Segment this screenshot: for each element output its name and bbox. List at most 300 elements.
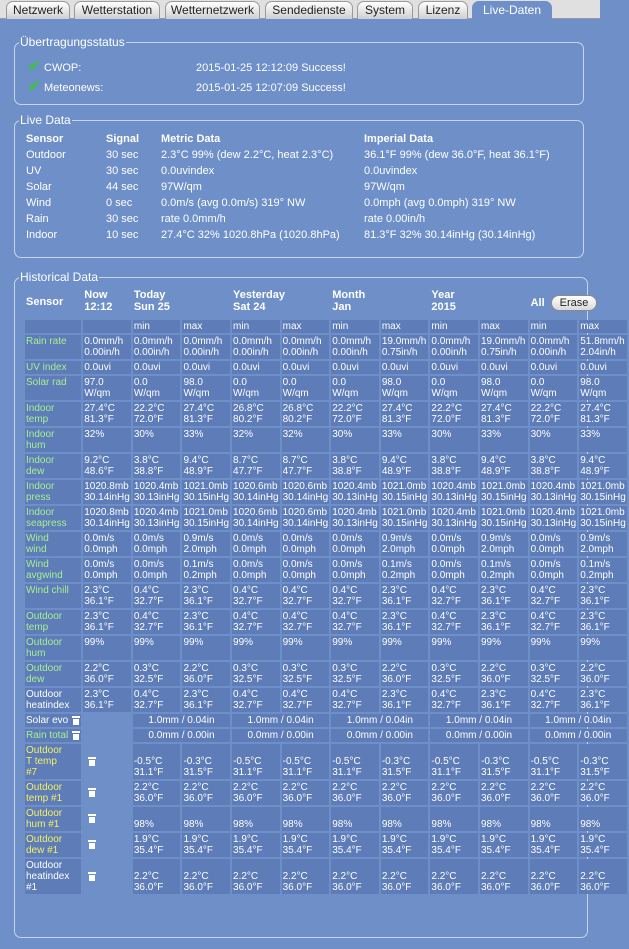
trash-icon[interactable] bbox=[88, 788, 96, 797]
value-cell: 1020.6mb 30.14inHg bbox=[233, 481, 279, 503]
value-cell: 26.8°C 80.2°F bbox=[232, 402, 280, 426]
value-cell: 0.4°C 32.7°F bbox=[232, 610, 280, 634]
value-cell: 0.0 W/qm bbox=[232, 376, 280, 400]
value-cell: 2.3°C 36.1°F bbox=[381, 610, 429, 634]
value-cell: 2.3°C 36.1°F bbox=[83, 688, 131, 712]
tab-lizenz[interactable]: Lizenz bbox=[418, 1, 468, 19]
value-cell: 0.0m/s 0.0mph bbox=[530, 558, 578, 582]
tab-netzwerk[interactable]: Netzwerk bbox=[6, 1, 70, 19]
row-label: Indoor seapress bbox=[25, 506, 81, 530]
value-cell: -0.5°C 31.1°F bbox=[430, 744, 478, 779]
live-data-row bbox=[26, 164, 586, 179]
value-cell: 99% bbox=[381, 636, 429, 660]
month-name: Jan bbox=[332, 301, 352, 313]
value-cell: 1.9°C 35.4°F bbox=[381, 833, 429, 857]
row-label: Outdoor dew bbox=[25, 662, 81, 686]
row-label: Wind wind bbox=[25, 532, 81, 556]
value-cell: 99% bbox=[480, 636, 528, 660]
value-cell: 0.0uvi bbox=[182, 361, 230, 374]
value-cell: 0.1m/s 0.2mph bbox=[182, 558, 230, 582]
value-cell: 0.0m/s 0.0mph bbox=[530, 532, 578, 556]
history-row-outdoor-t-temp-7 bbox=[25, 744, 627, 779]
value-cell: 1020.6mb 30.14inHg bbox=[282, 481, 329, 503]
value-cell: 0.0mm / 0.00in bbox=[530, 729, 627, 742]
value-cell: 0.0uvi bbox=[232, 361, 280, 374]
value-cell: 0.4°C 32.7°F bbox=[530, 610, 578, 634]
value-cell: 0.0mm/h 0.00in/h bbox=[232, 335, 280, 359]
value-cell: 0.0m/s 0.0mph bbox=[331, 558, 379, 582]
value-cell: 1020.4mb 30.13inHg bbox=[332, 481, 378, 503]
history-row-indoor-press bbox=[25, 480, 627, 504]
value-cell: 0.0mm/h 0.00in/h bbox=[331, 335, 379, 359]
value-cell: 27.4°C 81.3°F bbox=[83, 402, 131, 426]
row-label: Outdoor hum #1 bbox=[25, 807, 81, 831]
tab-live-daten[interactable]: Live-Daten bbox=[472, 1, 552, 20]
history-row-rain-rate bbox=[25, 335, 627, 359]
value-cell: 19.0mm/h 0.75in/h bbox=[480, 335, 528, 359]
max-label: max bbox=[480, 320, 528, 333]
value-cell: 0.1m/s 0.2mph bbox=[381, 558, 429, 582]
value-cell: 32% bbox=[83, 428, 131, 452]
trash-icon[interactable] bbox=[88, 872, 96, 881]
trash-cell bbox=[83, 807, 131, 831]
year-header bbox=[430, 288, 527, 318]
trash-icon[interactable] bbox=[72, 716, 80, 725]
value-cell: 2.3°C 36.1°F bbox=[381, 688, 429, 712]
imperial-value: 97W/qm bbox=[364, 181, 405, 193]
signal-age: 30 sec bbox=[106, 213, 139, 225]
value-cell: 98% bbox=[530, 807, 578, 831]
value-cell: 0.0m/s 0.0mph bbox=[282, 532, 330, 556]
value-cell: 1021.0mb 30.15inHg bbox=[481, 507, 527, 529]
value-cell: 2.2°C 36.0°F bbox=[331, 781, 379, 805]
value-cell: 1.9°C 35.4°F bbox=[232, 833, 280, 857]
status-name: CWOP: bbox=[44, 62, 82, 74]
value-cell: 0.0m/s 0.0mph bbox=[83, 532, 131, 556]
history-row-rain-total bbox=[25, 729, 627, 742]
value-cell: 0.0m/s 0.0mph bbox=[331, 532, 379, 556]
value-cell: 1020.4mb 30.13inHg bbox=[431, 481, 477, 503]
value-cell: 2.2°C 36.0°F bbox=[579, 662, 627, 686]
value-cell: 0.0m/s 0.0mph bbox=[282, 558, 330, 582]
value-cell: 1021.0mb 30.15inHg bbox=[580, 481, 626, 503]
value-cell: 0.4°C 32.7°F bbox=[282, 584, 330, 608]
value-cell: 1021.0mb 30.15inHg bbox=[381, 507, 428, 529]
value-cell: 2.2°C 36.0°F bbox=[331, 859, 379, 894]
trash-icon[interactable] bbox=[88, 814, 96, 823]
value-cell: 98% bbox=[430, 807, 478, 831]
trash-cell bbox=[83, 833, 131, 857]
value-cell: 1020.4mb 30.13inHg bbox=[431, 507, 477, 529]
live-data-row bbox=[26, 180, 586, 195]
history-row-solar-evo bbox=[25, 714, 627, 727]
value-cell: 0.4°C 32.7°F bbox=[430, 610, 478, 634]
value-cell: 1020.4mb 30.13inHg bbox=[530, 481, 577, 503]
year-label: Year bbox=[431, 289, 455, 301]
value-cell: 0.3°C 32.5°F bbox=[232, 662, 280, 686]
value-cell: 30% bbox=[530, 428, 578, 452]
value-cell: 9.4°C 48.9°F bbox=[480, 454, 528, 478]
value-cell: 97.0 W/qm bbox=[83, 376, 131, 400]
value-cell: 2.2°C 36.0°F bbox=[430, 781, 478, 805]
value-cell: 0.4°C 32.7°F bbox=[331, 610, 379, 634]
value-cell: 0.9m/s 2.0mph bbox=[480, 532, 528, 556]
history-row-wind-chill bbox=[25, 584, 627, 608]
value-cell: 2.3°C 36.1°F bbox=[579, 610, 627, 634]
sensor-name: Rain bbox=[26, 213, 49, 225]
historical-table bbox=[23, 286, 629, 896]
sensor-name: UV bbox=[26, 165, 42, 177]
today-header bbox=[133, 288, 230, 318]
value-cell: 1.9°C 35.4°F bbox=[133, 833, 181, 857]
value-cell: 2.2°C 36.0°F bbox=[282, 781, 330, 805]
value-cell: 0.3°C 32.5°F bbox=[133, 662, 181, 686]
value-cell: 0.4°C 32.7°F bbox=[133, 688, 181, 712]
row-label: Outdoor dew #1 bbox=[25, 833, 81, 857]
value-cell: 0.0mm/h 0.00in/h bbox=[530, 335, 578, 359]
history-row-solar-rad bbox=[25, 376, 627, 400]
empty-cell bbox=[83, 320, 131, 333]
value-cell: 99% bbox=[133, 636, 181, 660]
tab-bar bbox=[0, 0, 600, 19]
tab-wetterstation[interactable]: Wetterstation bbox=[74, 1, 160, 19]
value-cell: 2.3°C 36.1°F bbox=[182, 688, 230, 712]
value-cell: 33% bbox=[480, 428, 528, 452]
trash-cell bbox=[83, 859, 131, 894]
min-label: min bbox=[530, 320, 578, 333]
value-cell: 99% bbox=[232, 636, 280, 660]
value-cell: 2.3°C 36.1°F bbox=[480, 610, 528, 634]
history-row-outdoor-dew bbox=[25, 662, 627, 686]
value-cell: 2.3°C 36.1°F bbox=[182, 584, 230, 608]
value-cell: 3.8°C 38.8°F bbox=[331, 454, 379, 478]
metric-value: 0.0uvindex bbox=[161, 165, 215, 177]
value-cell: 0.0m/s 0.0mph bbox=[133, 532, 181, 556]
value-cell: 30% bbox=[430, 428, 478, 452]
value-cell: 0.0uvi bbox=[381, 361, 429, 374]
imperial-value: 0.0mph (avg 0.0mph) 319° NW bbox=[364, 197, 516, 209]
value-cell: -0.5°C 31.1°F bbox=[530, 744, 578, 779]
value-cell: 1.9°C 35.4°F bbox=[430, 833, 478, 857]
history-row-outdoor-heatindex bbox=[25, 688, 627, 712]
value-cell: 2.2°C 36.0°F bbox=[480, 859, 528, 894]
trash-icon[interactable] bbox=[88, 757, 96, 766]
value-cell: -0.5°C 31.1°F bbox=[331, 744, 379, 779]
value-cell: 2.3°C 36.1°F bbox=[381, 584, 429, 608]
value-cell: 26.8°C 80.2°F bbox=[282, 402, 330, 426]
value-cell: 2.2°C 36.0°F bbox=[232, 859, 280, 894]
value-cell: 22.2°C 72.0°F bbox=[331, 402, 379, 426]
value-cell: 0.3°C 32.5°F bbox=[530, 662, 578, 686]
value-cell: 98.0 W/qm bbox=[579, 376, 627, 400]
empty-cell bbox=[83, 729, 131, 742]
now-time: 12:12 bbox=[84, 301, 113, 313]
erase-button[interactable]: Erase bbox=[551, 295, 598, 311]
history-row-indoor-hum bbox=[25, 428, 627, 452]
trash-icon[interactable] bbox=[88, 840, 96, 849]
value-cell: 98% bbox=[232, 807, 280, 831]
value-cell: -0.3°C 31.5°F bbox=[182, 744, 230, 779]
history-row-outdoor-hum bbox=[25, 636, 627, 660]
value-cell: 0.4°C 32.7°F bbox=[133, 610, 181, 634]
value-cell: 1021.0mb 30.15inHg bbox=[183, 481, 230, 503]
value-cell: 1.9°C 35.4°F bbox=[480, 833, 528, 857]
value-cell: 1021.0mb 30.15inHg bbox=[481, 481, 527, 503]
tab-sendedienste[interactable]: Sendedienste bbox=[265, 1, 353, 19]
row-label-text: Rain total bbox=[26, 730, 69, 741]
history-row-outdoor-heatindex-1 bbox=[25, 859, 627, 894]
value-cell: 99% bbox=[83, 636, 131, 660]
value-cell: 0.0uvi bbox=[282, 361, 330, 374]
history-row-indoor-dew bbox=[25, 454, 627, 478]
history-row-wind-avgwind bbox=[25, 558, 627, 582]
row-label: Solar rad bbox=[25, 376, 81, 400]
min-max-row bbox=[25, 320, 627, 333]
value-cell: 1.9°C 35.4°F bbox=[282, 833, 330, 857]
value-cell: 0.0mm / 0.00in bbox=[232, 729, 329, 742]
row-label bbox=[25, 729, 81, 742]
value-cell: 0.0 W/qm bbox=[430, 376, 478, 400]
row-label: Wind avgwind bbox=[25, 558, 81, 582]
value-cell: 2.2°C 36.0°F bbox=[133, 859, 181, 894]
signal-age: 30 sec bbox=[106, 165, 139, 177]
value-cell: 1.0mm / 0.04in bbox=[232, 714, 329, 727]
value-cell: 2.3°C 36.1°F bbox=[83, 610, 131, 634]
value-cell: 98% bbox=[331, 807, 379, 831]
value-cell: 2.2°C 36.0°F bbox=[182, 781, 230, 805]
value-cell: 1.9°C 35.4°F bbox=[331, 833, 379, 857]
value-cell: 0.3°C 32.5°F bbox=[430, 662, 478, 686]
value-cell: 99% bbox=[530, 636, 578, 660]
sensor-name: Outdoor bbox=[26, 149, 66, 161]
value-cell: 1020.6mb 30.14inHg bbox=[282, 507, 329, 529]
value-cell: 2.2°C 36.0°F bbox=[232, 781, 280, 805]
imperial-value: rate 0.00in/h bbox=[364, 213, 426, 225]
value-cell: 0.0m/s 0.0mph bbox=[232, 558, 280, 582]
trash-icon[interactable] bbox=[72, 731, 80, 740]
value-cell: 2.3°C 36.1°F bbox=[579, 688, 627, 712]
value-cell: 9.4°C 48.9°F bbox=[381, 454, 429, 478]
min-label: min bbox=[331, 320, 379, 333]
value-cell: 0.0mm / 0.00in bbox=[133, 729, 230, 742]
history-row-indoor-seapress bbox=[25, 506, 627, 530]
min-label: min bbox=[430, 320, 478, 333]
tab-system[interactable]: System bbox=[357, 1, 413, 19]
value-cell: 32% bbox=[232, 428, 280, 452]
value-cell: 0.3°C 32.5°F bbox=[331, 662, 379, 686]
row-label: Wind chill bbox=[25, 584, 81, 608]
value-cell: 98% bbox=[579, 807, 627, 831]
transfer-status-panel bbox=[14, 35, 584, 105]
value-cell: -0.3°C 31.5°F bbox=[480, 744, 528, 779]
value-cell: 2.2°C 36.0°F bbox=[182, 662, 230, 686]
value-cell: 0.0m/s 0.0mph bbox=[133, 558, 181, 582]
value-cell: 9.4°C 48.9°F bbox=[182, 454, 230, 478]
value-cell: 98.0 W/qm bbox=[381, 376, 429, 400]
year-value: 2015 bbox=[431, 301, 456, 313]
value-cell: 99% bbox=[331, 636, 379, 660]
value-cell: 2.2°C 36.0°F bbox=[480, 781, 528, 805]
metric-value: 27.4°C 32% 1020.8hPa (1020.8hPa) bbox=[161, 229, 340, 241]
live-data-header bbox=[26, 132, 586, 147]
value-cell: 98.0 W/qm bbox=[480, 376, 528, 400]
value-cell: 30% bbox=[133, 428, 181, 452]
value-cell: 0.4°C 32.7°F bbox=[430, 688, 478, 712]
value-cell: 8.7°C 47.7°F bbox=[282, 454, 330, 478]
signal-age: 10 sec bbox=[106, 229, 139, 241]
value-cell: 1021.0mb 30.15inHg bbox=[381, 481, 428, 503]
min-label: min bbox=[133, 320, 181, 333]
value-cell: 2.3°C 36.1°F bbox=[579, 584, 627, 608]
value-cell: 2.2°C 36.0°F bbox=[282, 859, 330, 894]
value-cell: 2.2°C 36.0°F bbox=[579, 859, 627, 894]
history-row-outdoor-temp-1 bbox=[25, 781, 627, 805]
month-label: Month bbox=[332, 289, 366, 301]
value-cell: 9.4°C 48.9°F bbox=[579, 454, 627, 478]
row-label: Rain rate bbox=[25, 335, 81, 359]
live-data-row bbox=[26, 228, 586, 243]
status-row-cwop bbox=[15, 58, 575, 75]
value-cell: 0.0uvi bbox=[83, 361, 131, 374]
value-cell: 0.0m/s 0.0mph bbox=[232, 532, 280, 556]
value-cell: -0.3°C 31.5°F bbox=[381, 744, 429, 779]
metric-value: rate 0.0mm/h bbox=[161, 213, 226, 225]
value-cell: -0.5°C 31.1°F bbox=[282, 744, 330, 779]
value-cell: 0.0m/s 0.0mph bbox=[430, 558, 478, 582]
now-label: Now bbox=[84, 289, 108, 301]
value-cell: 0.4°C 32.7°F bbox=[331, 584, 379, 608]
max-label: max bbox=[579, 320, 627, 333]
live-data-row bbox=[26, 148, 586, 163]
value-cell: 0.0mm / 0.00in bbox=[331, 729, 428, 742]
value-cell: 1020.4mb 30.13inHg bbox=[530, 507, 577, 529]
value-cell: 98% bbox=[381, 807, 429, 831]
value-cell: 19.0mm/h 0.75in/h bbox=[381, 335, 429, 359]
row-label: Outdoor temp #1 bbox=[25, 781, 81, 805]
value-cell: 3.8°C 38.8°F bbox=[133, 454, 181, 478]
sensor-name: Indoor bbox=[26, 229, 58, 241]
row-label: Outdoor hum bbox=[25, 636, 81, 660]
value-cell: 27.4°C 81.3°F bbox=[182, 402, 230, 426]
value-cell: 1020.8mb 30.14inHg bbox=[84, 507, 130, 529]
row-label: UV index bbox=[25, 361, 81, 374]
value-cell: 0.0uvi bbox=[579, 361, 627, 374]
value-cell: 2.2°C 36.0°F bbox=[381, 859, 429, 894]
tab-wetternetzwerk[interactable]: Wetternetzwerk bbox=[165, 1, 260, 19]
value-cell: 0.0uvi bbox=[430, 361, 478, 374]
value-cell: 1020.4mb 30.13inHg bbox=[133, 507, 180, 529]
value-cell: 2.2°C 36.0°F bbox=[579, 781, 627, 805]
value-cell: 3.8°C 38.8°F bbox=[530, 454, 578, 478]
row-label: Outdoor heatindex bbox=[25, 688, 81, 712]
value-cell: 99% bbox=[182, 636, 230, 660]
month-header bbox=[331, 288, 428, 318]
live-data-row bbox=[26, 196, 586, 211]
value-cell: 0.9m/s 2.0mph bbox=[381, 532, 429, 556]
value-cell: 0.4°C 32.7°F bbox=[331, 688, 379, 712]
all-label: All bbox=[530, 297, 545, 309]
yesterday-date: Sat 24 bbox=[233, 301, 266, 313]
value-cell: 22.2°C 72.0°F bbox=[133, 402, 181, 426]
status-name: Meteonews: bbox=[44, 82, 104, 94]
row-label: Outdoor temp bbox=[25, 610, 81, 634]
value-cell: 30% bbox=[331, 428, 379, 452]
history-row-uv-index bbox=[25, 361, 627, 374]
value-cell: 27.4°C 81.3°F bbox=[381, 402, 429, 426]
signal-age: 0 sec bbox=[106, 197, 133, 209]
status-value: 2015-01-25 12:12:09 Success! bbox=[196, 62, 346, 74]
row-label: Outdoor T temp #7 bbox=[25, 744, 81, 779]
max-label: max bbox=[381, 320, 429, 333]
value-cell: 0.0m/s 0.0mph bbox=[83, 558, 131, 582]
value-cell: 2.2°C 36.0°F bbox=[83, 662, 131, 686]
value-cell: 1.0mm / 0.04in bbox=[530, 714, 627, 727]
history-row-outdoor-temp bbox=[25, 610, 627, 634]
value-cell: 2.2°C 36.0°F bbox=[182, 859, 230, 894]
value-cell: 51.8mm/h 2.04in/h bbox=[579, 335, 627, 359]
value-cell: 22.2°C 72.0°F bbox=[530, 402, 578, 426]
row-label: Indoor dew bbox=[25, 454, 81, 478]
history-row-outdoor-hum-1 bbox=[25, 807, 627, 831]
max-label: max bbox=[182, 320, 230, 333]
value-cell: 0.0mm/h 0.00in/h bbox=[133, 335, 181, 359]
row-label: Indoor hum bbox=[25, 428, 81, 452]
value-cell: 27.4°C 81.3°F bbox=[480, 402, 528, 426]
value-cell: 1020.6mb 30.14inHg bbox=[233, 507, 279, 529]
value-cell: 2.3°C 36.1°F bbox=[83, 584, 131, 608]
value-cell: 0.4°C 32.7°F bbox=[530, 584, 578, 608]
value-cell: 0.0uvi bbox=[480, 361, 528, 374]
col-sensor: Sensor bbox=[26, 133, 64, 145]
value-cell: 0.9m/s 2.0mph bbox=[579, 532, 627, 556]
value-cell: 0.0mm/h 0.00in/h bbox=[182, 335, 230, 359]
value-cell: 0.4°C 32.7°F bbox=[133, 584, 181, 608]
value-cell: 99% bbox=[282, 636, 330, 660]
value-cell: 2.2°C 36.0°F bbox=[480, 662, 528, 686]
imperial-value: 36.1°F 99% (dew 36.0°F, heat 36.1°F) bbox=[364, 149, 550, 161]
value-cell: 1.0mm / 0.04in bbox=[133, 714, 230, 727]
value-cell: 2.2°C 36.0°F bbox=[381, 781, 429, 805]
row-label: Outdoor heatindex #1 bbox=[25, 859, 81, 894]
value-cell: 2.3°C 36.1°F bbox=[480, 688, 528, 712]
value-cell: 98% bbox=[282, 807, 330, 831]
trash-cell bbox=[83, 744, 131, 779]
value-cell: 0.4°C 32.7°F bbox=[282, 688, 330, 712]
value-cell: 0.0mm/h 0.00in/h bbox=[430, 335, 478, 359]
value-cell: 0.4°C 32.7°F bbox=[282, 610, 330, 634]
value-cell: 0.0m/s 0.0mph bbox=[430, 532, 478, 556]
value-cell: 0.4°C 32.7°F bbox=[430, 584, 478, 608]
max-label: max bbox=[282, 320, 330, 333]
sensor-header: Sensor bbox=[26, 296, 64, 308]
value-cell: 0.4°C 32.7°F bbox=[232, 688, 280, 712]
value-cell: 0.0 W/qm bbox=[331, 376, 379, 400]
value-cell: -0.5°C 31.1°F bbox=[133, 744, 181, 779]
value-cell: 0.0mm / 0.00in bbox=[430, 729, 527, 742]
history-row-outdoor-dew-1 bbox=[25, 833, 627, 857]
col-imperial: Imperial Data bbox=[364, 133, 434, 145]
min-label: min bbox=[232, 320, 280, 333]
col-metric: Metric Data bbox=[161, 133, 221, 145]
metric-value: 0.0m/s (avg 0.0m/s) 319° NW bbox=[161, 197, 306, 209]
value-cell: -0.3°C 31.5°F bbox=[579, 744, 627, 779]
value-cell: 33% bbox=[579, 428, 627, 452]
sensor-name: Wind bbox=[26, 197, 52, 209]
value-cell: 32% bbox=[282, 428, 330, 452]
yesterday-label: Yesterday bbox=[233, 289, 286, 301]
row-label bbox=[25, 714, 81, 727]
value-cell: 2.2°C 36.0°F bbox=[381, 662, 429, 686]
